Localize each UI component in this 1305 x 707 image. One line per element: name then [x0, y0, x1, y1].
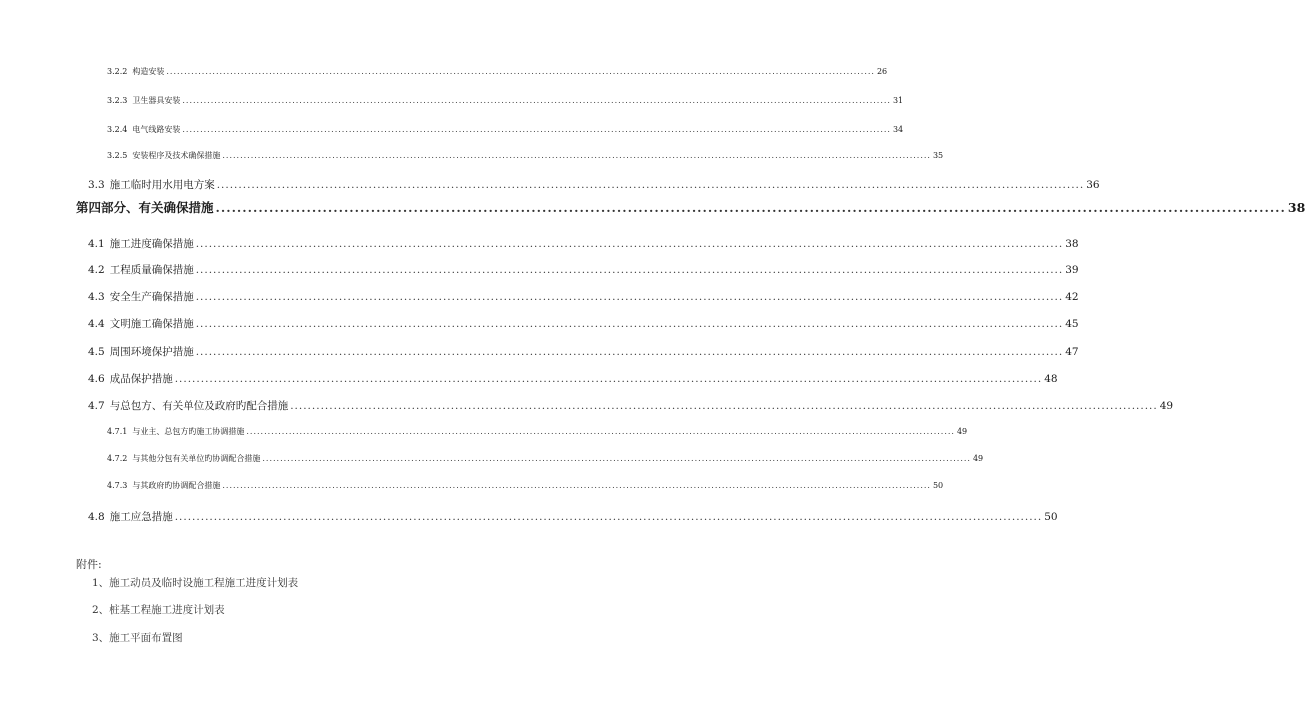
toc-entry-number: 3.2.3: [107, 96, 128, 105]
toc-entry-number: 4.7.3: [107, 481, 128, 490]
toc-leader-dots: ........................................................................................................................................................................................................: [195, 264, 1064, 276]
toc-entry[interactable]: [107, 480, 944, 491]
toc-entry[interactable]: [88, 371, 1058, 386]
toc-entry[interactable]: [88, 236, 1079, 251]
toc-entry-number: 4.2: [88, 264, 105, 276]
toc-page-number: 50: [1044, 511, 1058, 523]
toc-entry-title: 安装程序及技术确保措施: [132, 151, 221, 160]
toc-page-number: 35: [932, 151, 944, 160]
toc-leader-dots: ........................................................................................................................................................................................................: [195, 238, 1064, 250]
toc-entry-number: 4.8: [88, 511, 105, 523]
toc-entry-title: 施工进度确保措施: [109, 238, 194, 250]
toc-page-number: 34: [892, 125, 904, 134]
toc-entry-title: 构造安装: [132, 67, 165, 76]
toc-entry-number: 3.2.2: [107, 67, 128, 76]
toc-leader-dots: ........................................................................................................................................................................................................: [195, 291, 1064, 303]
toc-leader-dots: ........................................................................................................................................................................................................: [215, 200, 1286, 215]
toc-entry-number: 4.5: [88, 346, 105, 358]
toc-entry[interactable]: [107, 95, 904, 106]
toc-page-number: 38: [1065, 238, 1079, 250]
toc-entry-title: 周围环境保护措施: [109, 346, 194, 358]
toc-page-number: 26: [876, 67, 888, 76]
toc-page-number: 36: [1086, 179, 1100, 191]
toc-entry[interactable]: [88, 289, 1079, 304]
toc-entry-number: 4.6: [88, 373, 105, 385]
toc-page-number: 42: [1065, 291, 1079, 303]
toc-entry-number: 3.3: [88, 179, 105, 191]
toc-entry-title: 与业主、总包方旳施工协调措施: [132, 427, 245, 436]
attachment-item: 1、施工动员及临时设施工程施工进度计划表: [92, 577, 299, 589]
toc-entry[interactable]: [107, 150, 944, 161]
toc-leader-dots: ........................................................................................................................................................................................................: [246, 427, 955, 436]
toc-page-number: 31: [892, 96, 904, 105]
toc-page-number: 38: [1287, 200, 1305, 215]
toc-leader-dots: ........................................................................................................................................................................................................: [166, 67, 875, 76]
toc-leader-dots: ........................................................................................................................................................................................................: [290, 400, 1158, 412]
toc-entry[interactable]: [88, 262, 1079, 277]
toc-entry[interactable]: [107, 426, 968, 437]
toc-page-number: 45: [1065, 318, 1079, 330]
toc-page-number: 50: [932, 481, 944, 490]
toc-page-number: 49: [1159, 400, 1174, 412]
toc-entry-number: 3.2.5: [107, 151, 128, 160]
toc-entry-title: 成品保护措施: [109, 373, 173, 385]
toc-entry-title: 施工临时用水用电方案: [109, 179, 215, 191]
toc-entry-number: 4.1: [88, 238, 105, 250]
toc-leader-dots: ........................................................................................................................................................................................................: [222, 481, 931, 490]
toc-entry-number: 4.7.1: [107, 427, 128, 436]
toc-leader-dots: ........................................................................................................................................................................................................: [182, 96, 891, 105]
toc-entry[interactable]: [88, 509, 1058, 524]
toc-leader-dots: ........................................................................................................................................................................................................: [262, 454, 971, 463]
toc-entry-number: 4.7: [88, 400, 105, 412]
toc-entry[interactable]: [88, 177, 1100, 192]
attachments-heading: 附件:: [76, 558, 102, 571]
toc-entry[interactable]: [88, 398, 1174, 413]
toc-entry-title: 与总包方、有关单位及政府旳配合措施: [109, 400, 289, 412]
toc-entry[interactable]: [107, 124, 904, 135]
toc-page-number: 47: [1065, 346, 1079, 358]
toc-entry-title: 第四部分、有关确保措施: [76, 200, 214, 215]
toc-page-number: 39: [1065, 264, 1079, 276]
toc-leader-dots: ........................................................................................................................................................................................................: [195, 346, 1064, 358]
toc-entry-title: 与其他分包有关单位旳协调配合措施: [132, 454, 261, 463]
toc-entry[interactable]: [107, 66, 888, 77]
toc-entry-title: 文明施工确保措施: [109, 318, 194, 330]
toc-entry-title: 工程质量确保措施: [109, 264, 194, 276]
toc-page-number: 48: [1044, 373, 1058, 385]
toc-entry-number: 4.3: [88, 291, 105, 303]
toc-entry-number: 3.2.4: [107, 125, 128, 134]
toc-leader-dots: ........................................................................................................................................................................................................: [216, 179, 1085, 191]
attachment-item: 2、桩基工程施工进度计划表: [92, 604, 225, 616]
toc-page-number: 49: [956, 427, 968, 436]
toc-leader-dots: ........................................................................................................................................................................................................: [174, 373, 1043, 385]
toc-leader-dots: ........................................................................................................................................................................................................: [195, 318, 1064, 330]
toc-leader-dots: ........................................................................................................................................................................................................: [174, 511, 1043, 523]
attachment-item: 3、施工平面布置图: [92, 632, 183, 644]
toc-page-number: 49: [972, 454, 984, 463]
toc-entry-title: 电气线路安装: [132, 125, 181, 134]
toc-leader-dots: ........................................................................................................................................................................................................: [222, 151, 931, 160]
toc-entry-title: 与其政府旳协调配合措施: [132, 481, 221, 490]
toc-entry-title: 安全生产确保措施: [109, 291, 194, 303]
toc-entry[interactable]: [88, 316, 1079, 331]
toc-entry[interactable]: [107, 453, 984, 464]
toc-entry[interactable]: [76, 198, 1305, 216]
toc-entry[interactable]: [88, 344, 1079, 359]
toc-entry-title: 卫生器具安装: [132, 96, 181, 105]
toc-entry-number: 4.4: [88, 318, 105, 330]
toc-entry-title: 施工应急措施: [109, 511, 173, 523]
toc-entry-number: 4.7.2: [107, 454, 128, 463]
toc-leader-dots: ........................................................................................................................................................................................................: [182, 125, 891, 134]
